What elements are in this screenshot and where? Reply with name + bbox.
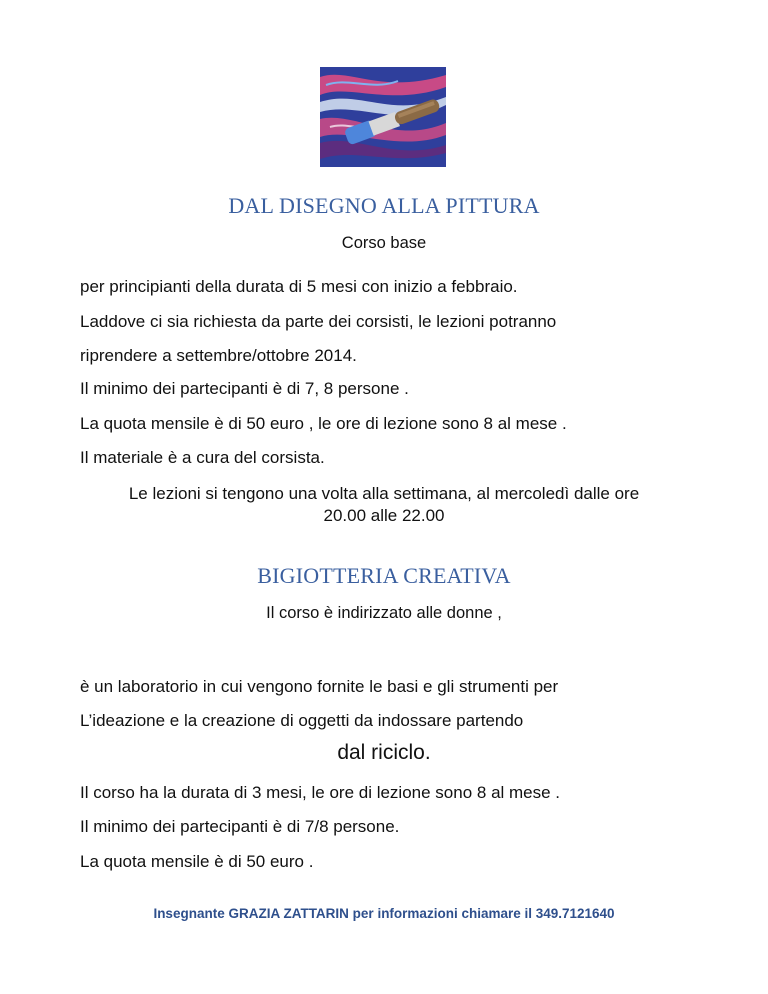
section2-line-3: Il corso ha la durata di 3 mesi, le ore di lezione sono 8 al mese . bbox=[80, 783, 561, 802]
section1-line-4: Il minimo dei partecipanti è di 7, 8 persone . bbox=[80, 379, 409, 398]
section2-line-2: L’ideazione e la creazione di oggetti da indossare partendo bbox=[80, 711, 524, 730]
section1-schedule-line-2: 20.00 alle 22.00 bbox=[323, 506, 445, 525]
section2-title: BIGIOTTERIA CREATIVA bbox=[257, 563, 511, 588]
section1-line-6: Il materiale è a cura del corsista. bbox=[80, 448, 325, 467]
section1-line-2: Laddove ci sia richiesta da parte dei corsisti, le lezioni potranno bbox=[80, 312, 557, 331]
section1-subtitle: Corso base bbox=[341, 234, 427, 252]
section2-subtitle: Il corso è indirizzato alle donne , bbox=[266, 604, 502, 622]
section1-title: DAL DISEGNO ALLA PITTURA bbox=[228, 193, 540, 218]
section2-line-4: Il minimo dei partecipanti è di 7/8 persone. bbox=[80, 817, 400, 836]
section2-line-5: La quota mensile è di 50 euro . bbox=[80, 852, 314, 871]
section2-line-1: è un laboratorio in cui vengono fornite le basi e gli strumenti per bbox=[80, 677, 559, 696]
footer-contact: Insegnante GRAZIA ZATTARIN per informazioni chiamare il 349.7121640 bbox=[153, 906, 615, 921]
section1-schedule-line-1: Le lezioni si tengono una volta alla settimana, al mercoledì dalle ore bbox=[128, 484, 640, 503]
section1-line-5: La quota mensile è di 50 euro , le ore di lezione sono 8 al mese . bbox=[80, 414, 567, 433]
section1-line-1: per principianti della durata di 5 mesi con inizio a febbraio. bbox=[80, 277, 518, 296]
section1-line-3: riprendere a settembre/ottobre 2014. bbox=[80, 346, 357, 365]
paintbrush-image bbox=[320, 67, 446, 167]
section2-emphasis: dal riciclo. bbox=[337, 741, 431, 764]
